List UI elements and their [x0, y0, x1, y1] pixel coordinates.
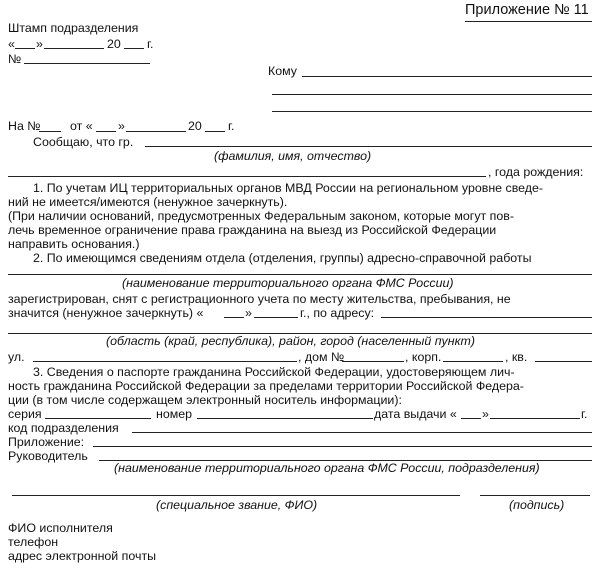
street-field[interactable]	[33, 361, 297, 362]
region-caption: (область (край, республика), район, город (населенный пункт)	[106, 334, 476, 348]
p1-line2: ний не имеется/имеются (ненужное зачеркнуть).	[8, 195, 288, 209]
stamp-date-mid: »	[36, 37, 43, 51]
fms-caption: (наименование территориального органа ФМС России)	[122, 276, 454, 290]
issue-date-label: дата выдачи «	[374, 407, 457, 421]
issue-date-mid: »	[482, 407, 489, 421]
signature-caption: (подпись)	[509, 498, 565, 512]
number-label: номер	[156, 407, 193, 421]
appendix-title: Приложение № 11	[465, 2, 589, 18]
executor-label: ФИО исполнителя	[8, 521, 113, 535]
fio-field[interactable]	[145, 146, 592, 147]
head-label: Руководитель	[8, 449, 88, 463]
series-field[interactable]	[45, 418, 151, 419]
fio-caption: (фамилия, имя, отчество)	[214, 149, 372, 163]
addressee-field-1[interactable]	[302, 76, 592, 77]
p2-line3-c: г., по адресу:	[300, 306, 375, 320]
stamp-date-end: г.	[147, 37, 154, 51]
ref-year-prefix: 20	[188, 119, 202, 133]
stamp-month-field[interactable]	[44, 48, 104, 49]
issue-day-field[interactable]	[461, 418, 481, 419]
phone-label: телефон	[8, 535, 59, 549]
p2-line3-b: »	[245, 306, 252, 320]
corp-field[interactable]	[443, 361, 503, 362]
issue-month-year-field[interactable]	[490, 418, 580, 419]
stamp-year-prefix: 20	[107, 37, 121, 51]
attachment-label: Приложение:	[8, 435, 85, 449]
house-label: , дом №	[298, 350, 345, 364]
p3-line3: ции (в том числе содержащем электронный носитель информации):	[8, 393, 402, 407]
house-field[interactable]	[342, 361, 404, 362]
ref-date-end: г.	[228, 119, 235, 133]
ref-number-label: На №	[8, 119, 41, 133]
rank-fio-field[interactable]	[12, 495, 460, 496]
p2-line3-a: значится (ненужное зачеркнуть) «	[8, 306, 204, 320]
stamp-day-field[interactable]	[15, 48, 35, 49]
apt-field[interactable]	[535, 361, 592, 362]
stamp-year-field[interactable]	[124, 48, 144, 49]
ref-day-field[interactable]	[96, 131, 116, 132]
reg-day-field[interactable]	[224, 317, 244, 318]
apt-label: , кв.	[505, 350, 528, 364]
fms-field[interactable]	[8, 274, 592, 275]
stamp-number-label: №	[8, 52, 22, 66]
p3-line1: 3. Сведения о паспорте гражданина Российской Федерации, удостоверяющем лич-	[33, 365, 515, 379]
birth-year-label: , года рождения:	[488, 165, 584, 179]
fio-field-2[interactable]	[8, 176, 486, 177]
ref-date-mid: »	[118, 119, 125, 133]
stamp-date-open: «	[8, 37, 15, 51]
ref-number-field[interactable]	[39, 131, 61, 132]
dept-code-field[interactable]	[132, 432, 592, 433]
issue-date-end: г.	[581, 407, 588, 421]
note-line2: лечь временное ограничение права гражданина на выезд из Российской Федерации	[8, 223, 497, 237]
addressee-field-3[interactable]	[272, 111, 592, 112]
addressee-label: Кому	[268, 64, 297, 78]
note-line3: направить основания.)	[8, 237, 140, 251]
attachment-field[interactable]	[93, 446, 592, 447]
stamp-number-field[interactable]	[24, 63, 150, 64]
head-caption: (наименование территориального органа ФМС России, подразделения)	[114, 461, 540, 475]
dept-code-label: код подразделения	[8, 421, 119, 435]
street-label: ул.	[8, 350, 25, 364]
ref-from-label: от «	[70, 119, 93, 133]
appendix-underline	[465, 21, 592, 22]
corp-label: , корп.	[405, 350, 442, 364]
rank-caption: (специальное звание, ФИО)	[156, 498, 318, 512]
address-field[interactable]	[381, 317, 592, 318]
p3-line2: ность гражданина Российской Федерации за пределами территории Российской Федера-	[8, 379, 524, 393]
p2-line2: зарегистрирован, снят с регистрационного учета по месту жительства, пребывания, не	[8, 292, 511, 306]
addressee-field-2[interactable]	[272, 94, 592, 95]
email-label: адрес электронной почты	[8, 549, 157, 563]
p2-line1: 2. По имеющимся сведениям отдела (отделения, группы) адресно-справочной работы	[33, 251, 532, 265]
intro-text: Сообщаю, что гр.	[33, 135, 134, 149]
reg-year-field[interactable]	[254, 317, 298, 318]
number-field[interactable]	[197, 418, 373, 419]
signature-field[interactable]	[480, 495, 590, 496]
note-line1: (При наличии оснований, предусмотренных Федеральным законом, которые могут пов-	[8, 209, 514, 223]
series-label: серия	[8, 407, 42, 421]
ref-year-field[interactable]	[205, 131, 225, 132]
p1-line1: 1. По учетам ИЦ территориальных органов МВД России на региональном уровне сведе-	[33, 181, 543, 195]
ref-month-field[interactable]	[126, 131, 186, 132]
stamp-label: Штамп подразделения	[8, 21, 139, 35]
